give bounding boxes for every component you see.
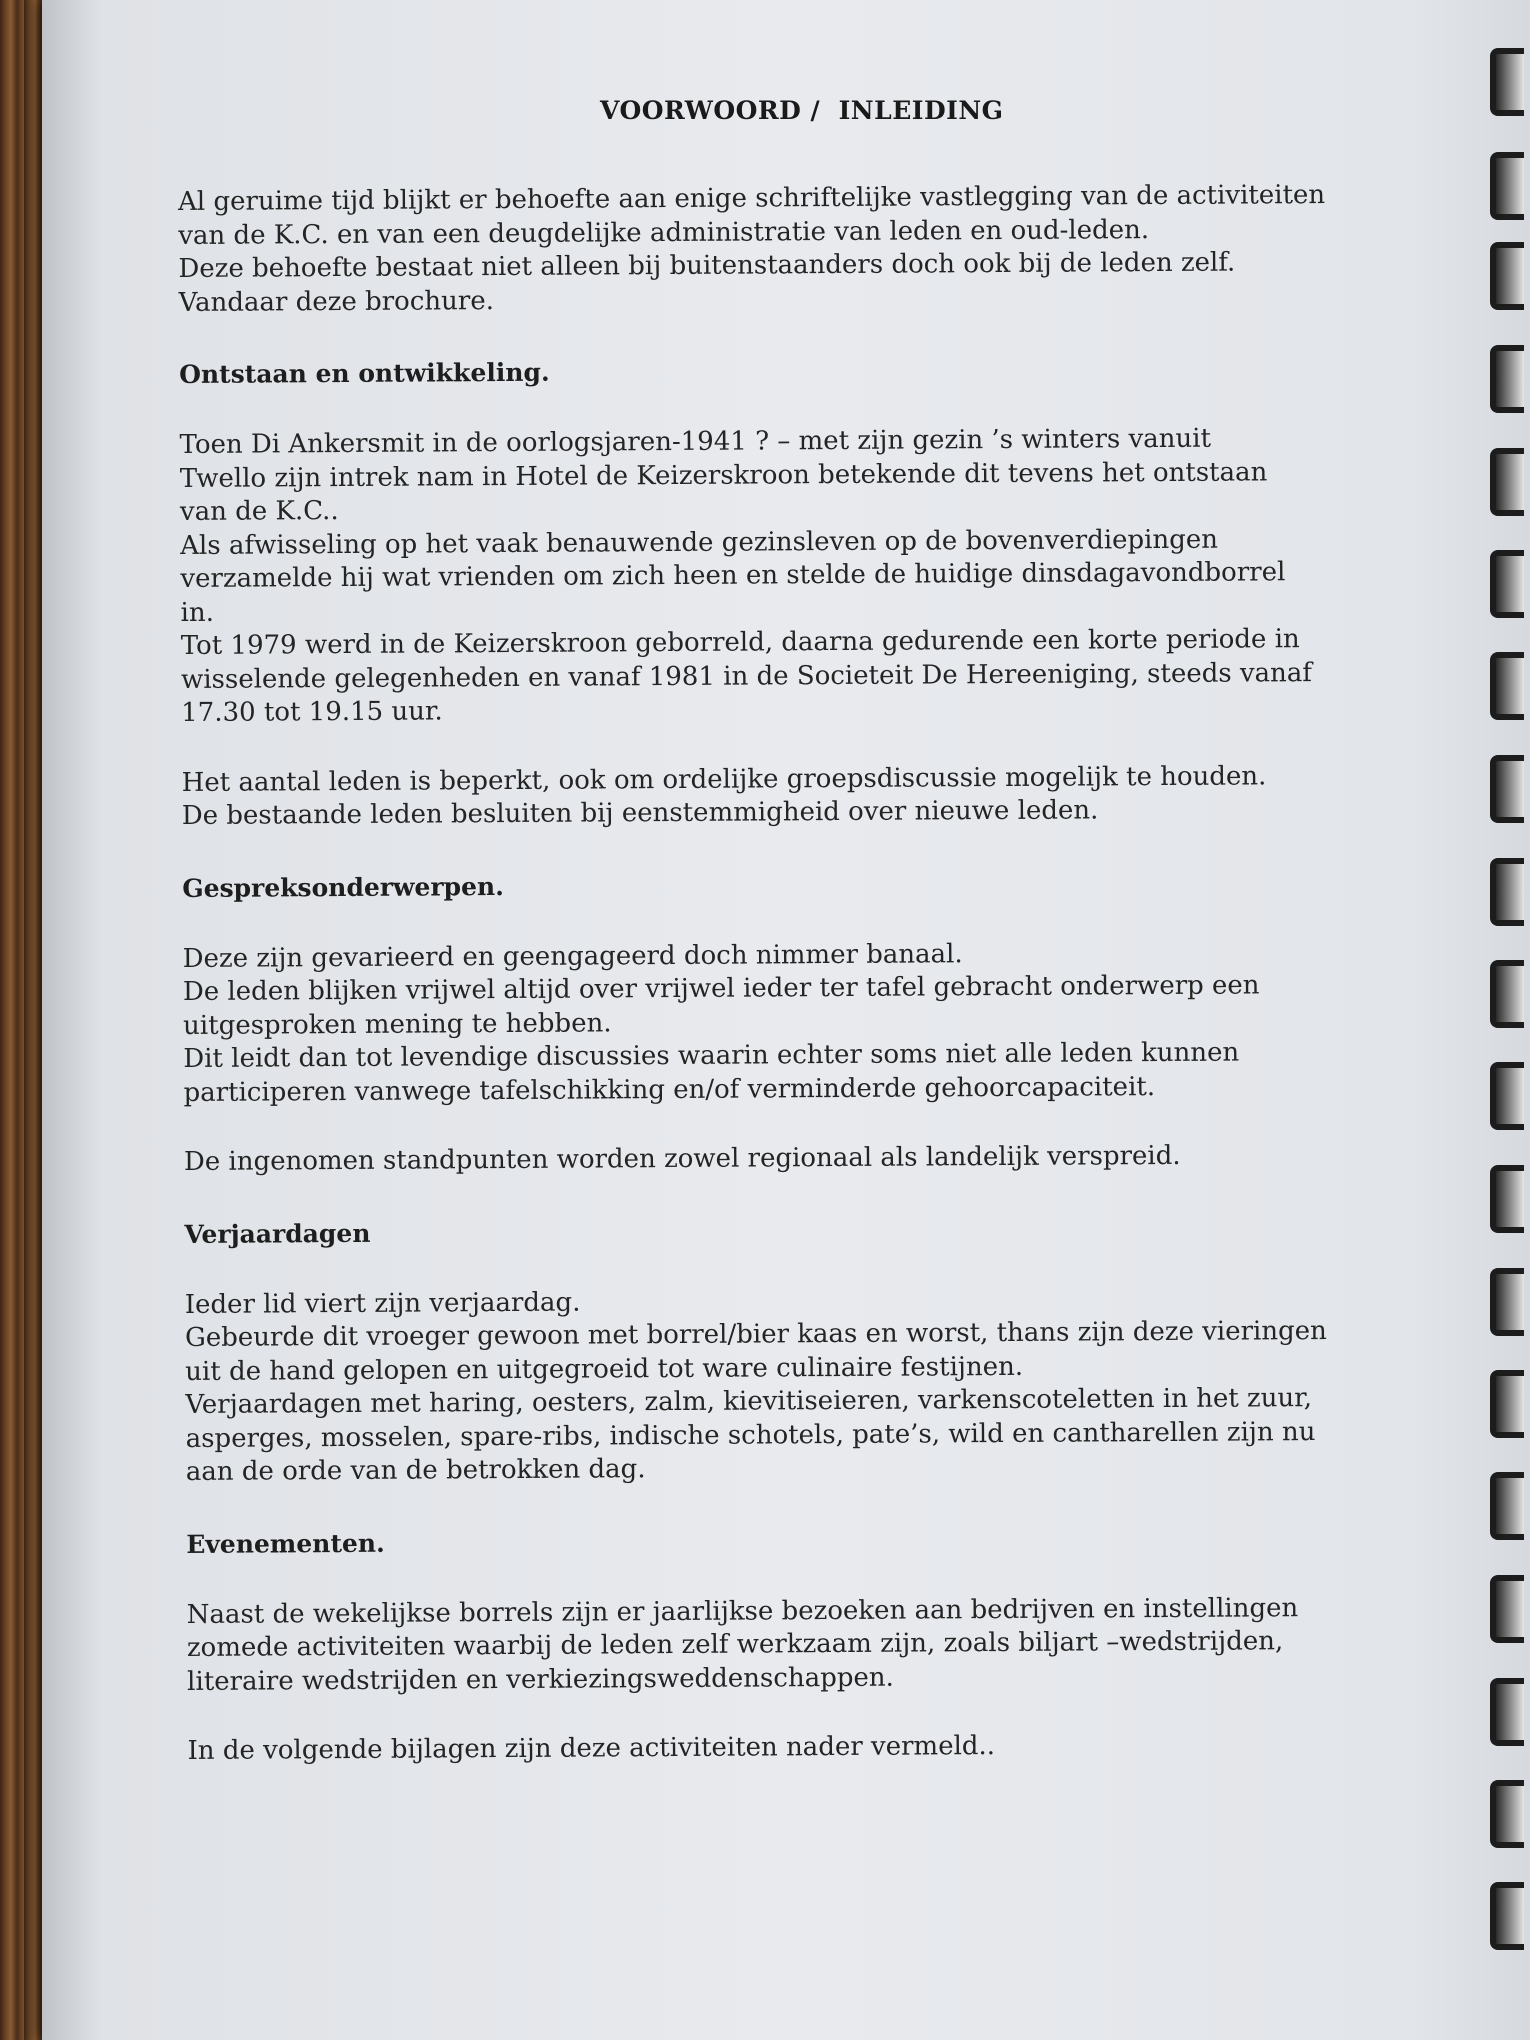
paragraph: [185, 1281, 1446, 1490]
binding-ring: [1490, 960, 1524, 1028]
text-line: Al geruime tijd blijkt er behoefte aan enige schriftelijke vastlegging van de activiteiten: [178, 179, 1326, 217]
text-line: in.: [180, 597, 215, 628]
binding-ring: [1490, 550, 1524, 618]
text-line: uitgesproken mening te hebben.: [183, 1007, 612, 1041]
paragraph: [179, 421, 1441, 730]
text-line: In de volgende bijlagen zijn deze activiteiten nader vermeld..: [187, 1731, 996, 1766]
text-line: Verjaardagen met haring, oesters, zalm, kievitiseieren, varkenscoteletten in het zuur,: [185, 1383, 1313, 1420]
text-line: Deze behoefte bestaat niet alleen bij buitenstaanders doch ook bij de leden zelf.: [178, 247, 1236, 284]
text-line: 17.30 tot 19.15 uur.: [181, 696, 443, 728]
text-line: Gebeurde dit vroeger gewoon met borrel/bier kaas en worst, thans zijn deze vieringen: [184, 1316, 1327, 1353]
text-line: Als afwisseling op het vaak benauwende gezinsleven op de bovenverdiepingen: [180, 524, 1219, 561]
text-line: Dit leidt dan tot levendige discussies waarin echter soms niet alle leden kunnen: [183, 1037, 1240, 1074]
binding-ring: [1490, 1370, 1524, 1438]
text-line: aan de orde van de betrokken dag.: [185, 1454, 646, 1487]
text-line: literaire wedstrijden en verkiezingsweddenschappen.: [187, 1662, 894, 1697]
text-line: Vandaar deze brochure.: [178, 285, 495, 318]
paragraph: [183, 935, 1444, 1110]
text-line: Naast de wekelijkse borrels zijn er jaarlijkse bezoeken aan bedrijven en instellingen: [186, 1592, 1299, 1630]
paragraph: [187, 1591, 1448, 1699]
text-line: van de K.C..: [179, 496, 339, 527]
binding-ring: [1490, 152, 1524, 220]
binding-ring: [1490, 755, 1524, 823]
binding-ring: [1490, 48, 1524, 116]
text-line: Het aantal leden is beperkt, ook om ordelijke groepsdiscussie mogelijk te houden.: [181, 760, 1267, 798]
text-line: uit de hand gelopen en uitgegroeid tot ware culinaire festijnen.: [185, 1351, 1024, 1387]
binding-ring: [1490, 1678, 1524, 1746]
section-heading: Verjaardagen: [184, 1218, 371, 1249]
binding-ring: [1490, 242, 1524, 310]
text-line: asperges, mosselen, spare-ribs, indische schotels, pate’s, wild en cantharellen zijn nu: [185, 1416, 1316, 1454]
binding-ring: [1490, 1268, 1524, 1336]
text-line: zomede activiteiten waarbij de leden zelf werkzaam zijn, zoals biljart –wedstrijden,: [186, 1626, 1284, 1663]
text-line: participeren vanwege tafelschikking en/of verminderde gehoorcapaciteit.: [183, 1071, 1156, 1108]
binding-ring: [1490, 1780, 1524, 1848]
section-heading: Gespreksonderwerpen.: [182, 871, 504, 903]
section-heading: Evenementen.: [186, 1528, 385, 1559]
text-line: Toen Di Ankersmit in de oorlogsjaren-1941 ? – met zijn gezin ’s winters vanuit: [179, 423, 1212, 460]
binding-ring: [1490, 1062, 1524, 1130]
binding-ring: [1490, 1882, 1524, 1950]
binding-ring: [1490, 1165, 1524, 1233]
text-line: verzamelde hij wat vrienden om zich heen en stelde de huidige dinsdagavondborrel: [180, 557, 1286, 594]
document-body: [178, 178, 1448, 1768]
text-line: De bestaande leden besluiten bij eenstemmigheid over nieuwe leden.: [181, 795, 1099, 831]
text-line: De leden blijken vrijwel altijd over vrijwel ieder ter tafel gebracht onderwerp een: [182, 970, 1260, 1007]
intro-paragraph: [178, 178, 1439, 320]
binding-ring: [1490, 858, 1524, 926]
binding-ring: [1490, 1575, 1524, 1643]
binding-ring: [1490, 652, 1524, 720]
binding-ring: [1490, 1472, 1524, 1540]
text-line: Deze zijn gevarieerd en geengageerd doch nimmer banaal.: [182, 938, 963, 974]
spiral-binding: [1470, 0, 1530, 2040]
text-line: Ieder lid viert zijn verjaardag.: [184, 1287, 581, 1320]
section-heading: Ontstaan en ontwikkeling.: [179, 357, 550, 389]
binding-ring: [1490, 345, 1524, 413]
text-line: Twello zijn intrek nam in Hotel de Keizerskroon betekende dit tevens het ontstaan: [179, 456, 1268, 494]
text-line: Tot 1979 werd in de Keizerskroon geborreld, daarna gedurende een korte periode in: [180, 624, 1300, 661]
page-title: VOORWOORD / INLEIDING: [600, 96, 1004, 125]
text-line: De ingenomen standpunten worden zowel regionaal als landelijk verspreid.: [183, 1140, 1181, 1177]
text-line: wisselende gelegenheden en vanaf 1981 in de Societeit De Hereeniging, steeds vanaf: [180, 657, 1313, 695]
binding-ring: [1490, 448, 1524, 516]
text-line: van de K.C. en van een deugdelijke administratie van leden en oud-leden.: [178, 214, 1150, 251]
paragraph: [182, 759, 1442, 834]
